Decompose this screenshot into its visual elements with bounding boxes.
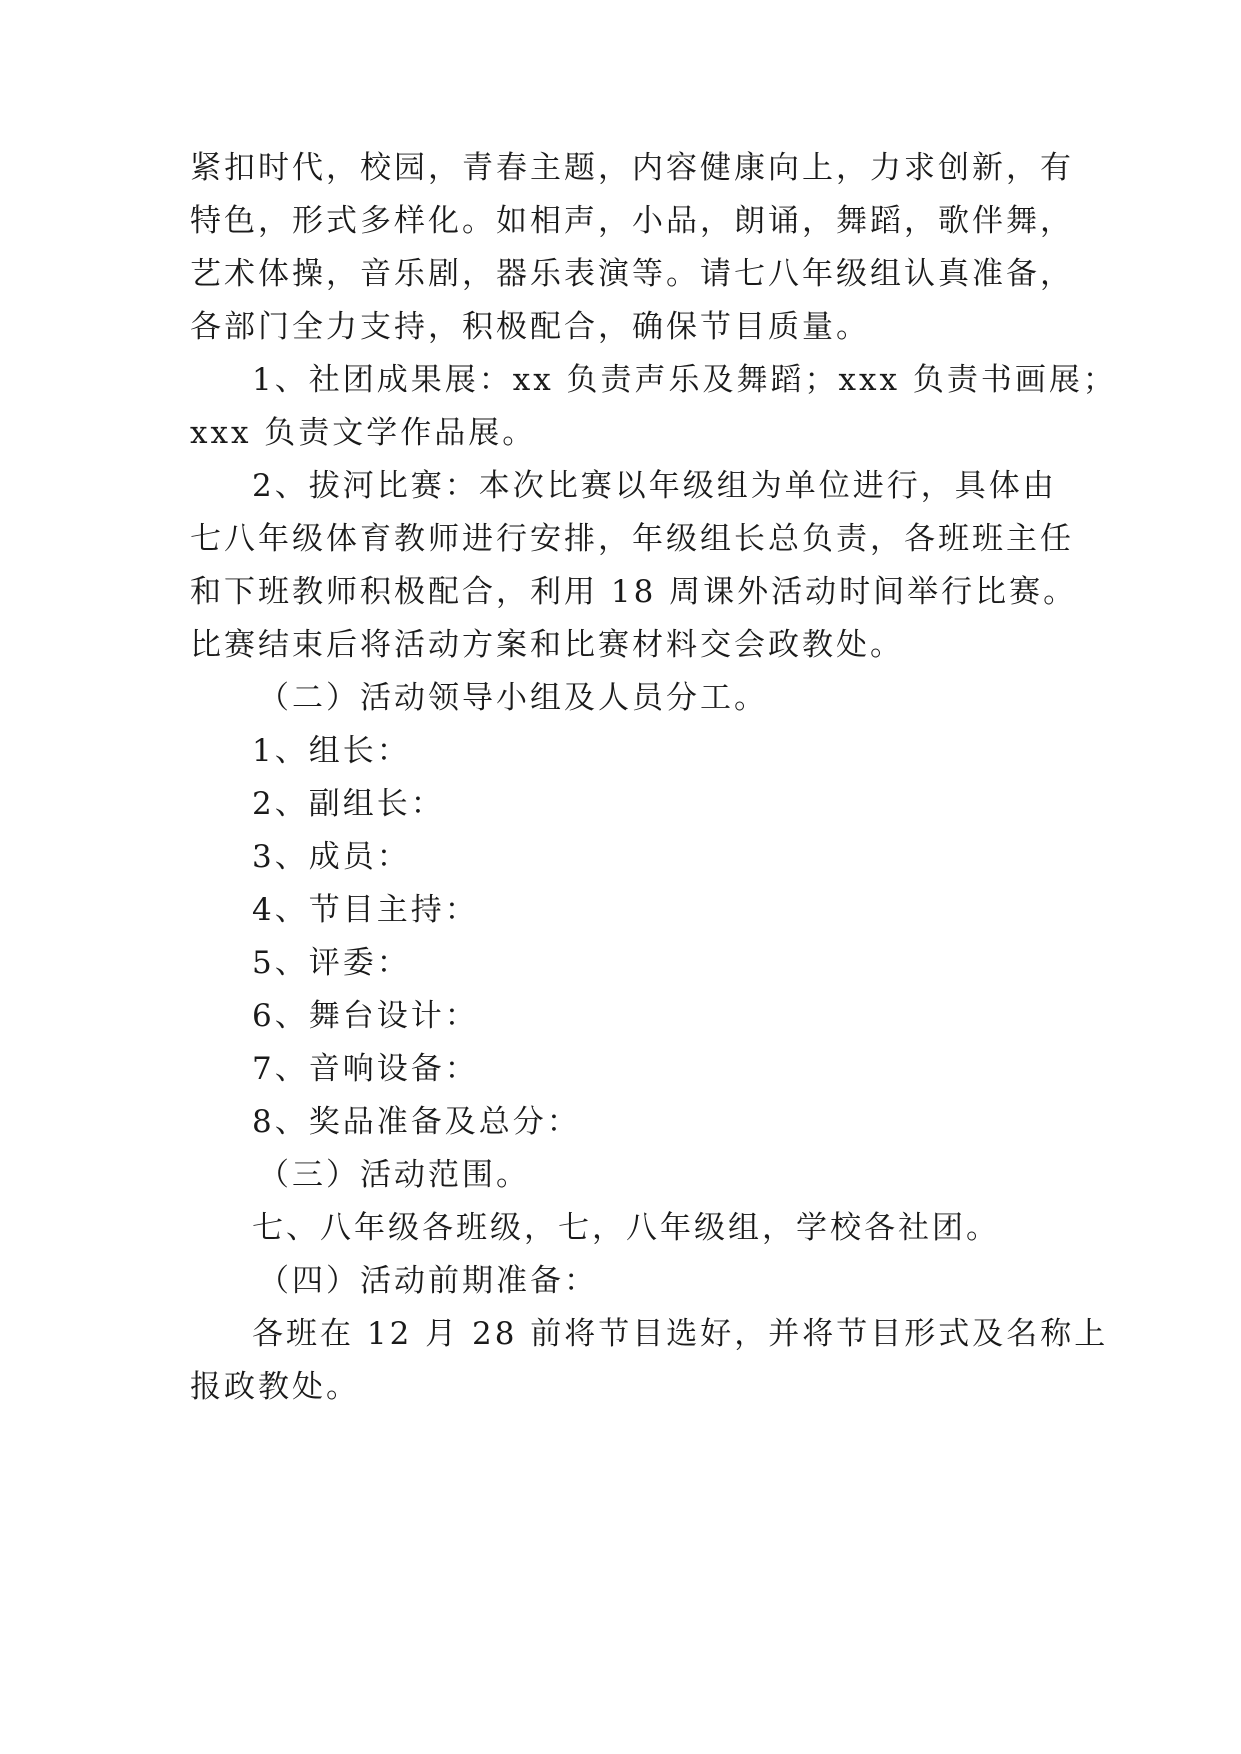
paragraph-line: 七、八年级各班级，七，八年级组，学校各社团。 — [252, 1210, 1000, 1246]
list-item-line: 1、组长： — [252, 733, 411, 769]
paragraph-line: xxx 负责文学作品展。 — [190, 415, 537, 451]
list-item-line: 7、音响设备： — [252, 1051, 479, 1087]
paragraph-line: 特色，形式多样化。如相声，小品，朗诵，舞蹈，歌伴舞， — [190, 203, 1074, 239]
section-heading: （三）活动范围。 — [258, 1157, 530, 1193]
list-item-line: 6、舞台设计： — [252, 998, 479, 1034]
list-item-line: 4、节目主持： — [252, 892, 479, 928]
list-item-line: 1、社团成果展：xx 负责声乐及舞蹈；xxx 负责书画展； — [252, 362, 1117, 398]
list-item-line: 8、奖品准备及总分： — [252, 1104, 581, 1140]
section-heading: （四）活动前期准备： — [258, 1263, 598, 1299]
paragraph-line: 和下班教师积极配合，利用 18 周课外活动时间举行比赛。 — [190, 574, 1078, 610]
paragraph-line: 各部门全力支持，积极配合，确保节目质量。 — [190, 309, 870, 345]
list-item-line: 2、副组长： — [252, 786, 445, 822]
paragraph-line: 比赛结束后将活动方案和比赛材料交会政教处。 — [190, 627, 904, 663]
paragraph-line: 报政教处。 — [190, 1369, 360, 1405]
section-heading: （二）活动领导小组及人员分工。 — [258, 680, 768, 716]
paragraph-line: 各班在 12 月 28 前将节目选好，并将节目形式及名称上 — [252, 1316, 1109, 1352]
list-item-line: 2、拔河比赛：本次比赛以年级组为单位进行，具体由 — [252, 468, 1057, 504]
list-item-line: 3、成员： — [252, 839, 411, 875]
paragraph-line: 艺术体操，音乐剧，器乐表演等。请七八年级组认真准备， — [190, 256, 1074, 292]
paragraph-line: 七八年级体育教师进行安排，年级组长总负责，各班班主任 — [190, 521, 1074, 557]
paragraph-line: 紧扣时代，校园，青春主题，内容健康向上，力求创新，有 — [190, 150, 1074, 186]
list-item-line: 5、评委： — [252, 945, 411, 981]
